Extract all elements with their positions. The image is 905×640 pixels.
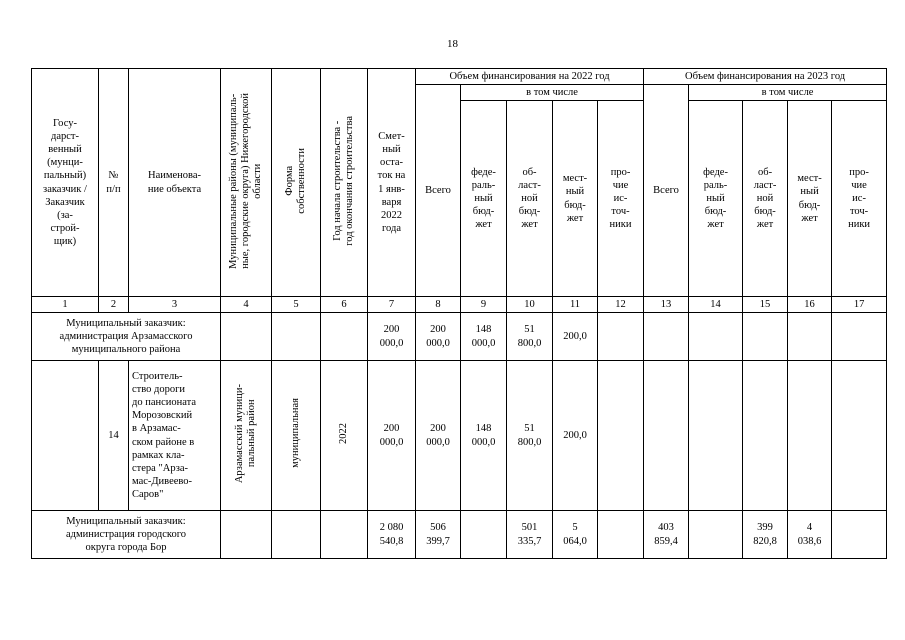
- header-financing-2023: Объем финансирования на 2023 год: [644, 69, 887, 85]
- local-2022: 200,0: [553, 313, 598, 361]
- header-ownership: Форма собственности: [272, 69, 321, 297]
- header-2023-regional: об- ласт- ной бюд- жет: [743, 101, 788, 297]
- column-number: 12: [598, 297, 644, 313]
- header-construction-years: Год начала строительства - год окончания строительства: [321, 69, 368, 297]
- row-number: 14: [99, 361, 129, 511]
- column-number: 10: [507, 297, 553, 313]
- header-2023-other: про- чие ис- точ- ники: [832, 101, 887, 297]
- column-number: 3: [129, 297, 221, 313]
- header-2022-regional: об- ласт- ной бюд- жет: [507, 101, 553, 297]
- column-number: 6: [321, 297, 368, 313]
- column-number: 16: [788, 297, 832, 313]
- header-2022-local: мест- ный бюд- жет: [553, 101, 598, 297]
- column-number: 9: [461, 297, 507, 313]
- header-2023-total: Всего: [644, 85, 689, 297]
- column-number: 5: [272, 297, 321, 313]
- regional-2022: 51 800,0: [507, 313, 553, 361]
- column-number: 7: [368, 297, 416, 313]
- estimated-balance: 200 000,0: [368, 313, 416, 361]
- column-number-row: [32, 297, 887, 313]
- table-row: [32, 511, 887, 559]
- header-object-name: Наименова- ние объекта: [129, 69, 221, 297]
- header-customer: Госу- дарст- венный (мунци- пальный) заказчик / Заказчик (за- строй- щик): [32, 69, 99, 297]
- district: Арзамасский муници- пальный район: [221, 361, 272, 511]
- column-number: 11: [553, 297, 598, 313]
- header-2023-including: в том числе: [689, 85, 887, 101]
- header-2022-including: в том числе: [461, 85, 644, 101]
- table-row: [32, 313, 887, 361]
- header-2023-local: мест- ный бюд- жет: [788, 101, 832, 297]
- header-2023-federal: феде- раль- ный бюд- жет: [689, 101, 743, 297]
- customer-name: Муниципальный заказчик: администрация Арзамасского муниципального района: [32, 313, 221, 361]
- construction-year: 2022: [321, 361, 368, 511]
- column-number: 17: [832, 297, 887, 313]
- total-2022: 200 000,0: [416, 361, 461, 511]
- header-2022-federal: феде- раль- ный бюд- жет: [461, 101, 507, 297]
- regional-2022: 51 800,0: [507, 361, 553, 511]
- header-row-1: [32, 69, 887, 85]
- column-number: 2: [99, 297, 129, 313]
- local-2022: 200,0: [553, 361, 598, 511]
- estimated-balance: 2 080 540,8: [368, 511, 416, 559]
- column-number: 8: [416, 297, 461, 313]
- column-number: 15: [743, 297, 788, 313]
- header-districts: Муниципальные районы (муниципаль- ные, городские округа) Нижегородской области: [221, 69, 272, 297]
- estimated-balance: 200 000,0: [368, 361, 416, 511]
- total-2022: 506 399,7: [416, 511, 461, 559]
- header-estimated-balance: Смет- ный оста- ток на 1 янв- варя 2022 года: [368, 69, 416, 297]
- customer-name: Муниципальный заказчик: администрация городского округа города Бор: [32, 511, 221, 559]
- regional-2023: 399 820,8: [743, 511, 788, 559]
- financing-table: [31, 68, 887, 559]
- column-number: 4: [221, 297, 272, 313]
- page-number: 18: [447, 38, 458, 50]
- header-financing-2022: Объем финансирования на 2022 год: [416, 69, 644, 85]
- local-2023: 4 038,6: [788, 511, 832, 559]
- header-number: № п/п: [99, 69, 129, 297]
- column-number: 14: [689, 297, 743, 313]
- object-name: Строитель- ство дороги до пансионата Морозовский в Арзамас- ском районе в рамках кла- стера "Арза- мас-Дивеево- Саров": [129, 361, 221, 511]
- header-2022-other: про- чие ис- точ- ники: [598, 101, 644, 297]
- header-2022-total: Всего: [416, 85, 461, 297]
- ownership: муниципальная: [272, 361, 321, 511]
- column-number: 1: [32, 297, 99, 313]
- table-row: [32, 361, 887, 511]
- total-2023: 403 859,4: [644, 511, 689, 559]
- total-2022: 200 000,0: [416, 313, 461, 361]
- local-2022: 5 064,0: [553, 511, 598, 559]
- column-number: 13: [644, 297, 689, 313]
- federal-2022: 148 000,0: [461, 313, 507, 361]
- federal-2022: 148 000,0: [461, 361, 507, 511]
- regional-2022: 501 335,7: [507, 511, 553, 559]
